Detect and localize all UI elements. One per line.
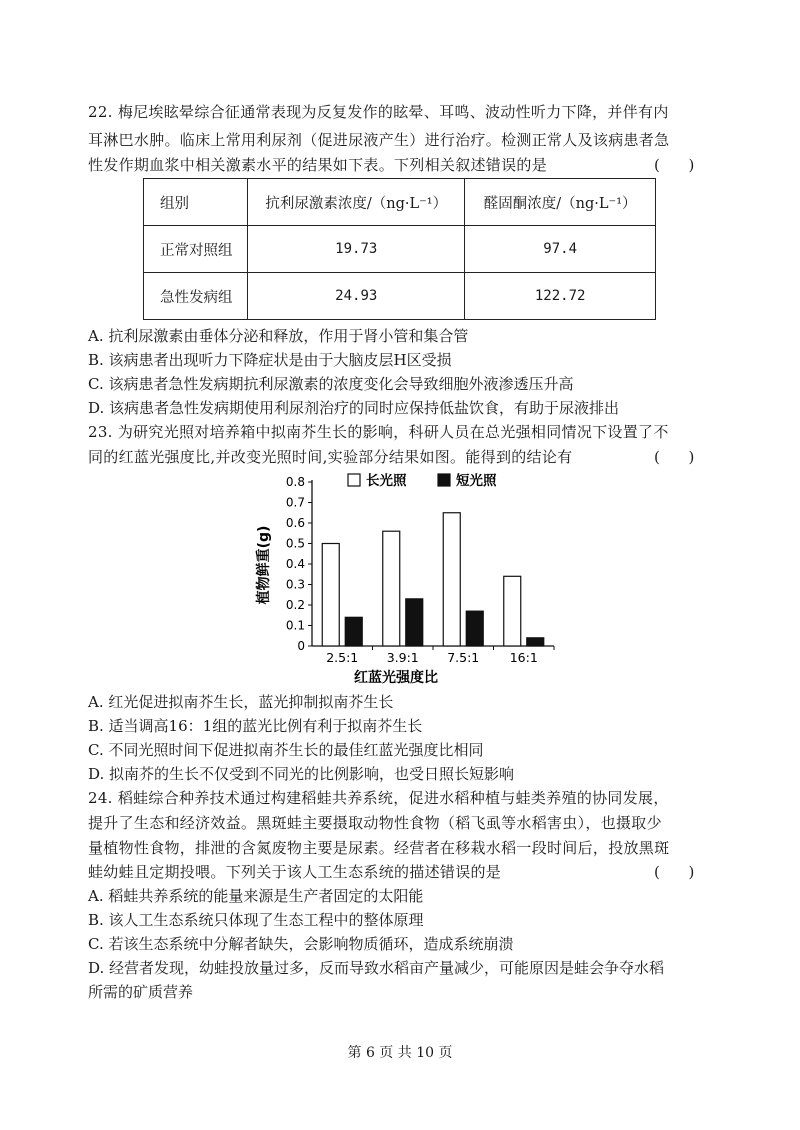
table-cell: 19.73 [248,226,465,273]
chart-bar-long-light [504,576,521,646]
chart-x-tick-label: 2.5:1 [326,650,359,665]
chart-legend-swatch [348,474,360,486]
chart-legend-swatch [438,474,450,486]
q22-option-b: B. 该病患者出现听力下降症状是由于大脑皮层H区受损 [88,351,452,369]
chart-bar-long-light [383,531,400,646]
q24-answer-paren: ( ) [654,863,695,881]
chart-y-tick-label: 0.2 [285,598,305,612]
q24-option-d-cont: 所需的矿质营养 [88,983,194,1001]
q24-option-a: A. 稻蛙共养系统的能量来源是生产者固定的太阳能 [88,887,424,905]
chart-bar-long-light [443,513,460,646]
q23-option-b: B. 适当调高16：1组的蓝光比例有利于拟南芥生长 [88,717,423,735]
table-header-cell: 组别 [144,179,248,226]
chart-y-tick-label: 0.4 [285,557,305,571]
chart-bar-short-light [345,617,362,646]
chart-y-tick-label: 0.5 [285,536,305,551]
page-footer: 第 6 页 共 10 页 [347,1045,453,1061]
table-header-row [144,179,656,226]
q23-line-1: 23. 为研究光照对培养箱中拟南芥生长的影响，科研人员在总光强相同情况下设置了不 [88,423,669,441]
chart-y-tick-label: 0.1 [285,618,305,633]
chart-y-tick-label: 0.6 [285,516,305,530]
q24-line-4: 蛙幼蛙且定期投喂。下列关于该人工生态系统的描述错误的是 [88,863,502,881]
hormone-table [143,178,656,320]
chart-x-tick-label: 3.9:1 [386,650,419,665]
q23-option-d: D. 拟南芥的生长不仅受到不同光的比例影响，也受日照长短影响 [88,765,515,783]
table-cell: 正常对照组 [144,226,248,273]
q24-line-1: 24. 稻蛙综合种养技术通过构建稻蛙共养系统，促进水稻种植与蛙类养殖的协同发展， [88,789,669,807]
chart-legend-label: 长光照 [366,473,407,489]
chart-y-tick-label: 0.8 [285,475,305,489]
bar-chart [238,470,558,690]
chart-bar-short-light [406,599,423,646]
chart-x-tick-label: 16:1 [509,650,538,665]
chart-legend [348,472,497,489]
q22-line-1: 22. 梅尼埃眩晕综合征通常表现为反复发作的眩晕、耳鸣、波动性听力下降，并伴有内 [88,103,669,121]
q24-line-3: 量植物性食物，排泄的含氮废物主要是尿素。经营者在移栽水稻一段时间后，投放黑斑 [88,839,670,857]
chart-y-tick-label: 0.7 [285,495,305,510]
q22-option-d: D. 该病患者急性发病期使用利尿剂治疗的同时应保持低盐饮食，有助于尿液排出 [88,399,620,417]
chart-y-axis-label: 植物鲜重(g) [256,525,272,605]
chart-y-tick-label: 0.3 [285,577,305,592]
q24-option-b: B. 该人工生态系统只体现了生态工程中的整体原理 [88,911,424,929]
chart-y-tick-label: 0 [297,639,305,653]
chart-bars [322,513,544,646]
table-cell: 24.93 [248,273,465,320]
q22-option-c: C. 该病患者急性发病期抗利尿激素的浓度变化会导致细胞外液渗透压升高 [88,375,574,393]
q24-option-d: D. 经营者发现，幼蛙投放量过多，反而导致水稻亩产量减少，可能原因是蛙会争夺水稻 [88,959,665,977]
table-cell: 急性发病组 [144,273,248,320]
chart-bar-long-light [322,544,339,647]
q22-option-a: A. 抗利尿激素由垂体分泌和释放，作用于肾小管和集合管 [88,327,469,345]
table-cell: 97.4 [465,226,656,273]
chart-legend-label: 短光照 [456,473,497,489]
chart-bar-short-light [466,611,483,646]
table-row [144,273,656,320]
table-header-cell: 醛固酮浓度/（ng·L⁻¹） [465,179,656,226]
q23-option-a: A. 红光促进拟南芥生长，蓝光抑制拟南芥生长 [88,693,394,711]
table-row [144,226,656,273]
q24-line-2: 提升了生态和经济效益。黑斑蛙主要摄取动物性食物（稻飞虱等水稻害虫），也摄取少 [88,814,662,832]
chart-bar-short-light [527,638,544,646]
q23-option-c: C. 不同光照时间下促进拟南芥生长的最佳红蓝光强度比相同 [88,741,484,759]
q22-line-2: 耳淋巴水肿。临床上常用利尿剂（促进尿液产生）进行治疗。检测正常人及该病患者急 [88,131,670,149]
chart-x-tick-label: 7.5:1 [447,650,480,665]
q24-option-c: C. 若该生态系统中分解者缺失，会影响物质循环，造成系统崩溃 [88,935,514,953]
q23-line-2: 同的红蓝光强度比,并改变光照时间,实验部分结果如图。能得到的结论有 [88,448,573,466]
q22-answer-paren: ( ) [654,156,695,174]
chart-x-axis-label: 红蓝光强度比 [354,670,438,686]
table-cell: 122.72 [465,273,656,320]
table-header-cell: 抗利尿激素浓度/（ng·L⁻¹） [248,179,465,226]
q22-line-3: 性发作期血浆中相关激素水平的结果如下表。下列相关叙述错误的是 [88,156,548,174]
q23-answer-paren: ( ) [654,448,695,466]
